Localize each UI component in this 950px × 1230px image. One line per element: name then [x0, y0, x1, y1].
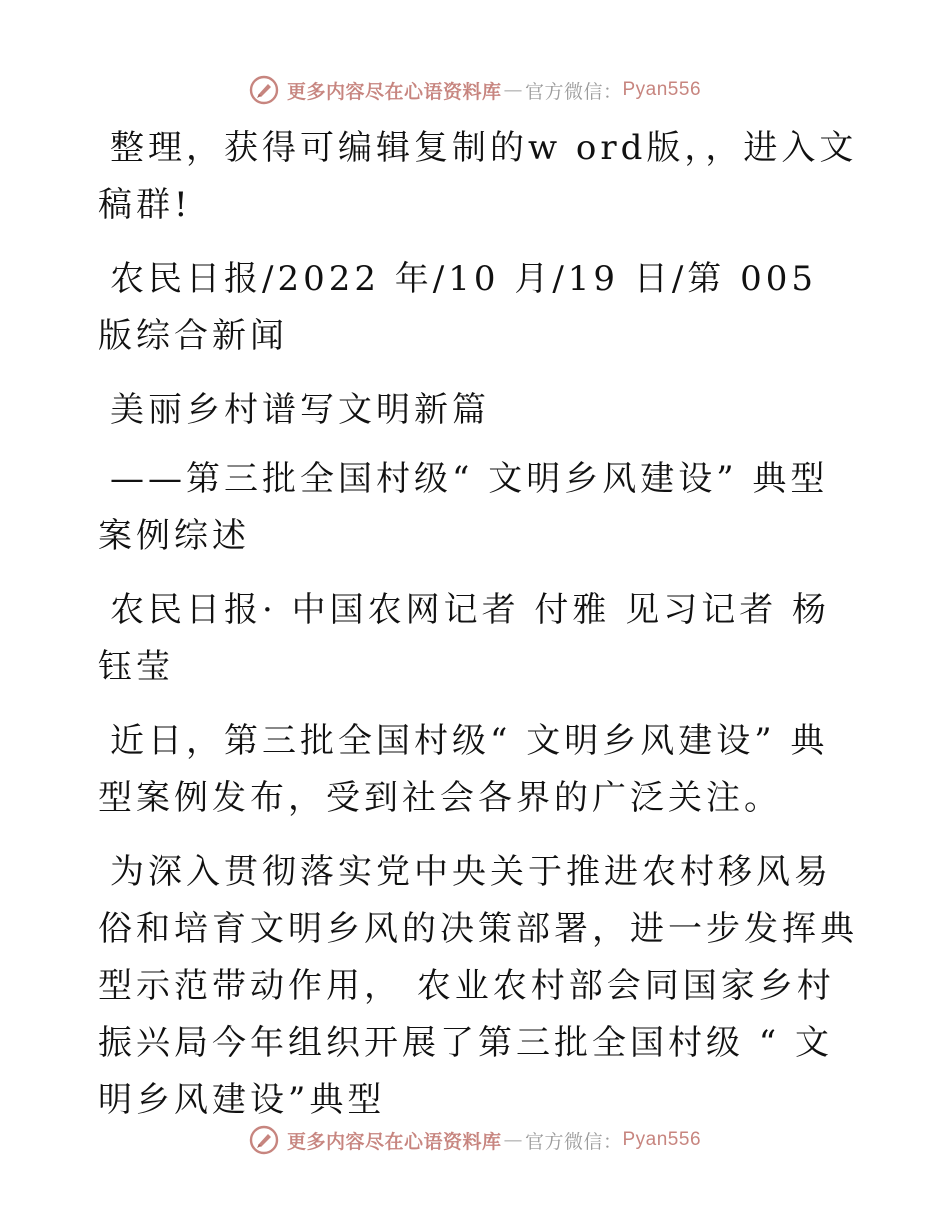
article-subtitle: ——第三批全国村级“ 文明乡风建设” 典型案例综述 — [98, 459, 829, 556]
article-title: 美丽乡村谱写文明新篇 — [110, 390, 490, 430]
document-body — [98, 120, 858, 1129]
body-paragraph: 为深入贯彻落实党中央关于推进农村移风易俗和培育文明乡风的决策部署，进一步发挥典型示范带动作用， 农业农村部会同国家乡村振兴局今年组织开展了第三批全国村级 “ 文明乡风建设”典型 — [98, 852, 858, 1120]
byline: 农民日报· 中国农网记者 付雅 见习记者 杨钰莹 — [98, 590, 831, 687]
watermark-text: 更多内容尽在心语资料库 — [286, 1130, 502, 1153]
watermark-handle: Pyan556 — [622, 79, 702, 100]
watermark-tail: 官方微信： — [524, 80, 623, 103]
watermark-text: 更多内容尽在心语资料库 — [286, 80, 502, 103]
pen-circle-icon — [249, 1125, 279, 1155]
intro-paragraph: 整理，获得可编辑复制的w ord版，，进入文稿群! — [98, 128, 858, 225]
body-paragraph: 近日，第三批全国村级“ 文明乡风建设” 典型案例发布，受到社会各界的广泛关注。 — [98, 721, 829, 818]
watermark-header — [0, 70, 950, 110]
watermark-tail: 官方微信： — [524, 1130, 623, 1153]
watermark-separator: — — [503, 1129, 523, 1151]
source-line: 农民日报/2022 年/10 月/19 日/第 005 版综合新闻 — [98, 259, 818, 356]
watermark-handle: Pyan556 — [622, 1129, 702, 1150]
watermark-separator: — — [503, 79, 523, 101]
watermark-footer — [0, 1120, 950, 1160]
pen-circle-icon — [249, 75, 279, 105]
